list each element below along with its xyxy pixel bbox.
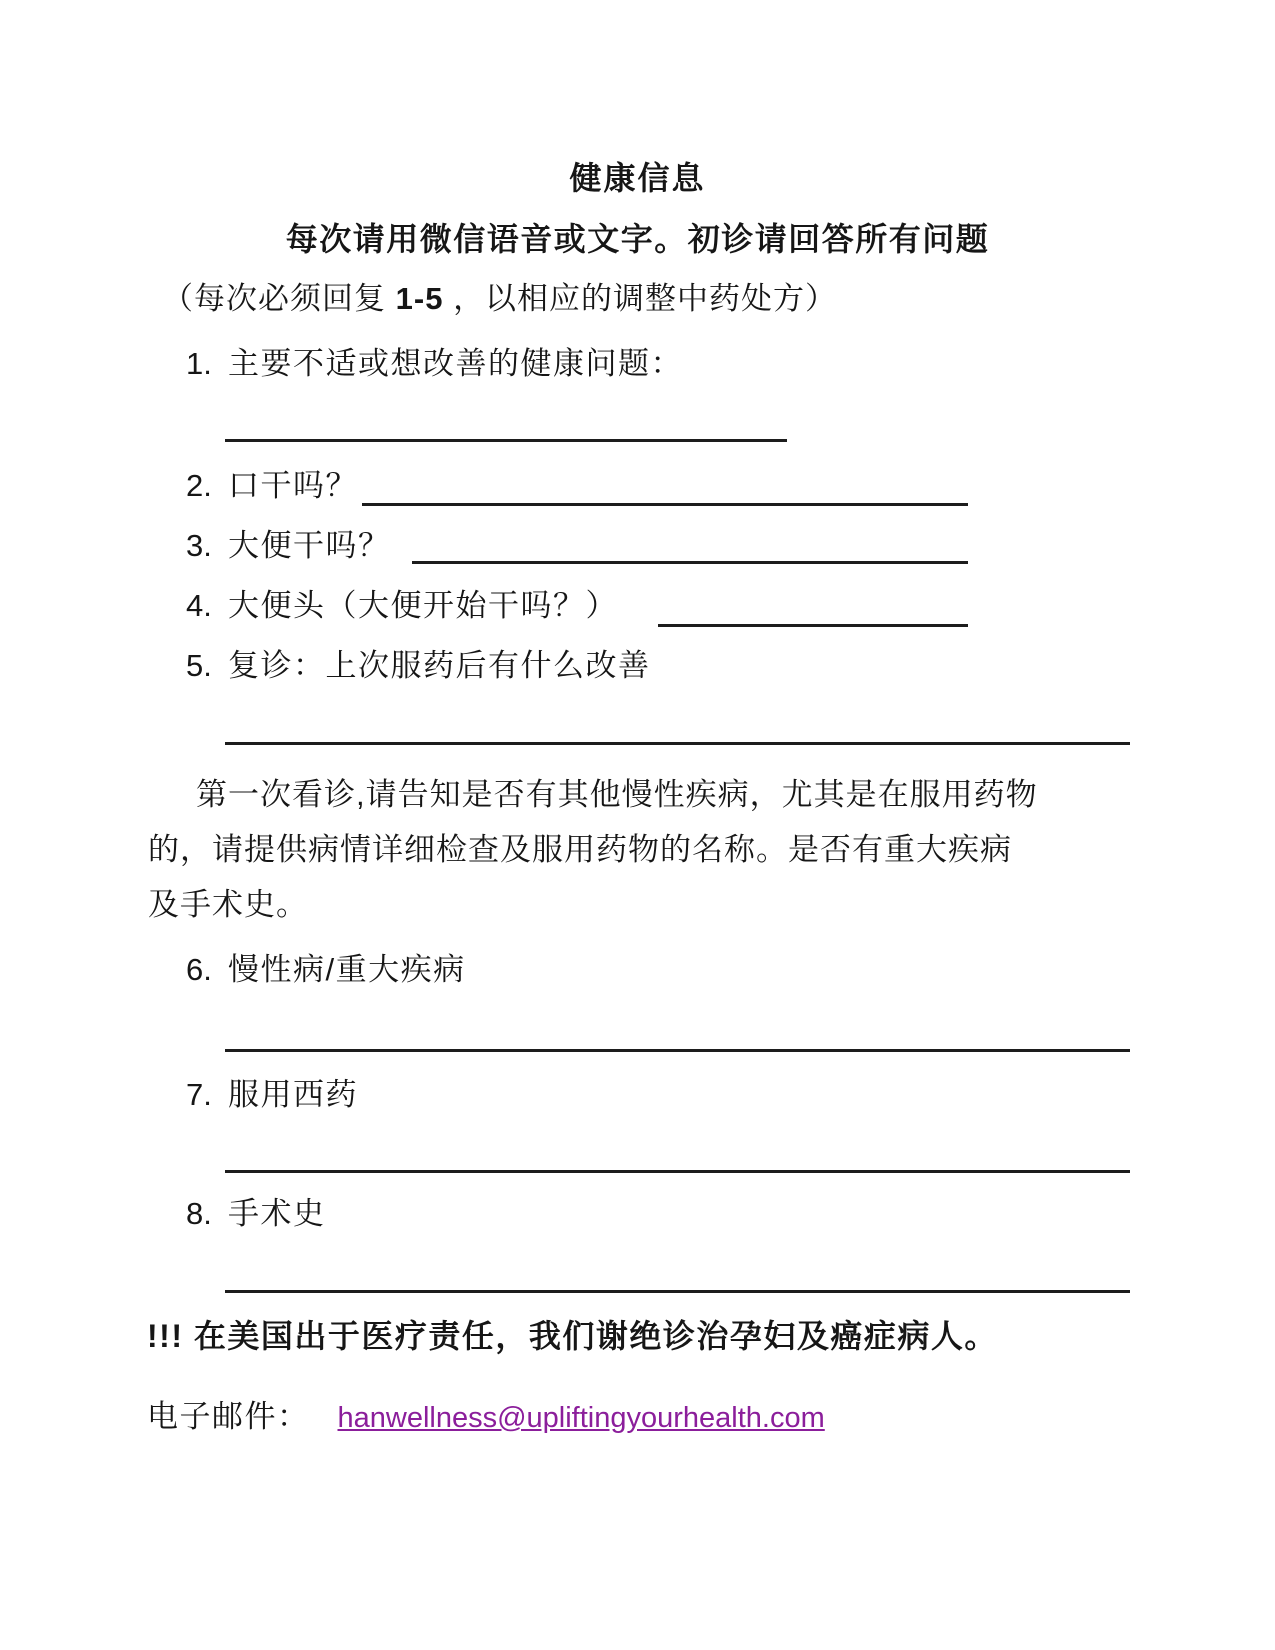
question-number-2: 2. [186,468,212,503]
question-item-2 [186,466,358,506]
question-label-3: 大便干吗？ [228,528,391,563]
question-label-5: 复诊：上次服药后有什么改善 [228,648,651,683]
question-label-6: 慢性病/重大疾病 [228,952,466,987]
note-range: 1-5 [395,281,444,316]
email-link[interactable]: hanwellness@upliftingyourhealth.com [337,1402,825,1434]
intro-paragraph [148,767,1038,932]
note-prefix: （每次必须回复 [162,281,396,316]
question-label-8: 手术史 [228,1196,326,1231]
answer-blank-3 [412,561,968,564]
question-number-8: 8. [186,1196,212,1231]
answer-blank-4 [658,624,968,627]
question-item-3 [186,526,391,566]
answer-blank-5 [225,742,1130,745]
question-item-4 [186,586,618,626]
question-item-1 [186,344,683,384]
page-subtitle: 每次请用微信语音或文字。初诊请回答所有问题 [285,221,990,257]
question-label-7: 服用西药 [228,1077,358,1112]
warning-text: !!! 在美国出于医疗责任，我们谢绝诊治孕妇及癌症病人。 [147,1318,998,1354]
question-number-1: 1. [186,346,212,381]
answer-blank-1 [225,439,787,442]
question-label-1: 主要不适或想改善的健康问题： [228,346,683,381]
question-number-6: 6. [186,952,212,987]
question-item-7 [186,1075,358,1115]
answer-blank-7 [225,1170,1130,1173]
answer-blank-8 [225,1290,1130,1293]
question-item-6 [186,950,466,990]
question-label-4: 大便头（大便开始干吗？） [228,588,618,623]
question-item-5 [186,646,651,686]
answer-blank-2 [362,503,968,506]
email-label: 电子邮件： [147,1399,310,1434]
answer-blank-6 [225,1049,1130,1052]
question-number-4: 4. [186,588,212,623]
note-suffix: ，以相应的调整中药处方） [453,281,838,316]
paragraph-line-2: 的，请提供病情详细检查及服用药物的名称。是否有重大疾病 [148,832,1012,867]
question-label-2: 口干吗？ [228,468,358,503]
question-number-7: 7. [186,1077,212,1112]
question-item-8 [186,1194,326,1234]
question-number-5: 5. [186,648,212,683]
reply-note [162,279,837,319]
email-row [147,1396,825,1439]
paragraph-line-3: 及手术史。 [148,887,308,922]
paragraph-line-1: 第一次看诊,请告知是否有其他慢性疾病，尤其是在服用药物 [196,777,1038,812]
page-title: 健康信息 [569,160,706,196]
question-number-3: 3. [186,528,212,563]
